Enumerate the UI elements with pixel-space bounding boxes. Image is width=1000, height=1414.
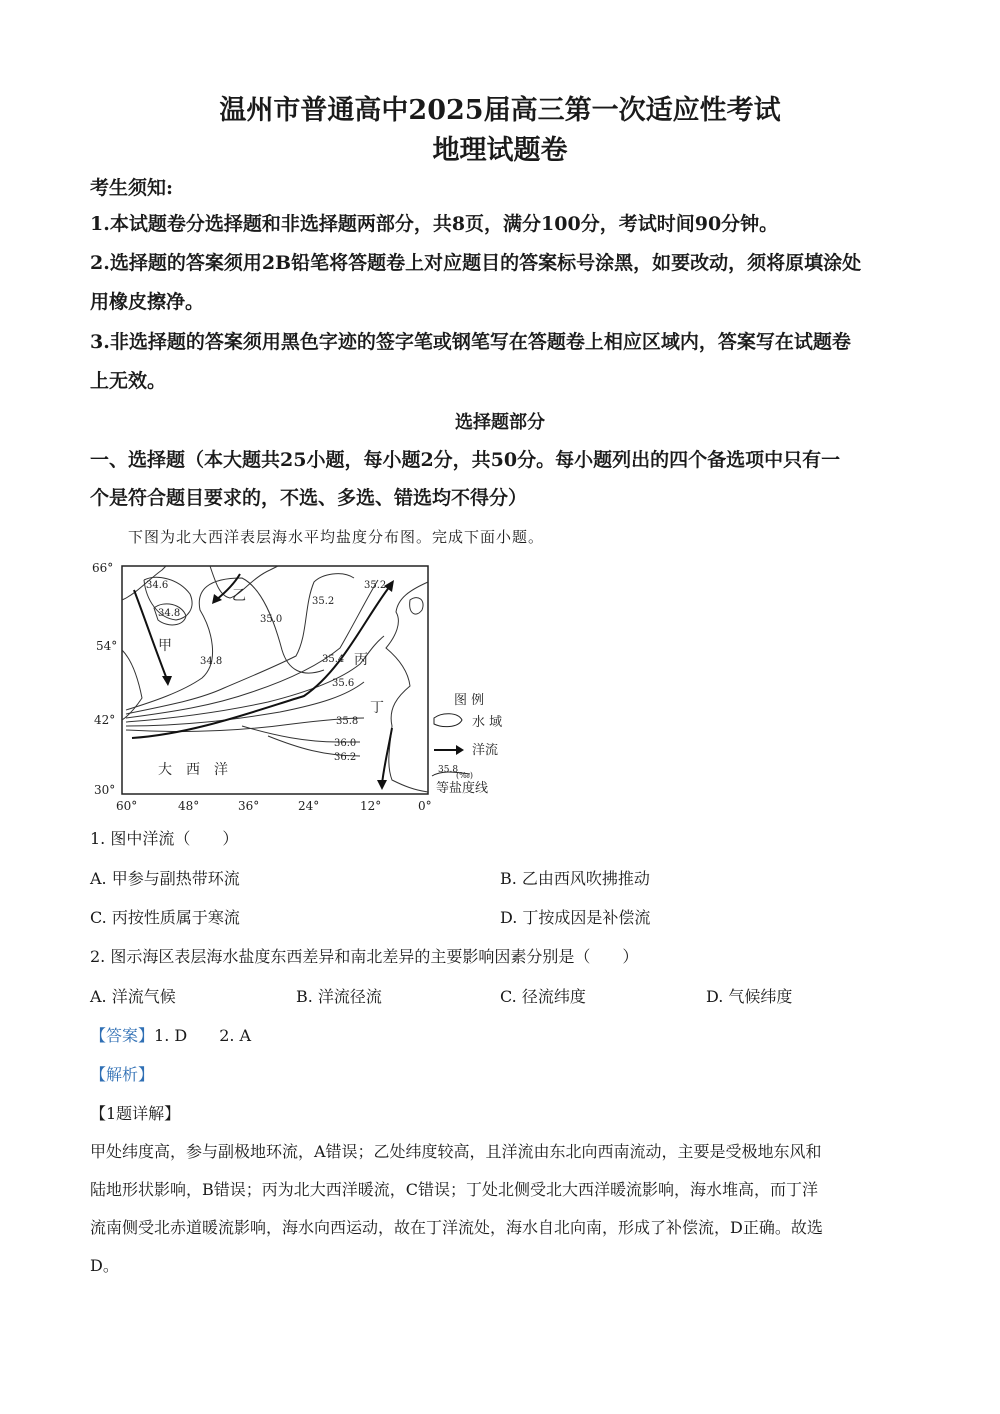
part1-instructions-line1: 一、选择题（本大题共25小题，每小题2分，共50分。每小题列出的四个备选项中只有一 [90, 449, 841, 471]
legend-line-value: 35.8 [438, 765, 459, 775]
coastline-labrador [122, 650, 142, 720]
explanation-line-4: D。 [90, 1256, 119, 1275]
isohaline-label: 35.0 [260, 614, 283, 625]
ocean-label: 大 西 洋 [158, 762, 228, 778]
lat-label: 42° [94, 713, 116, 727]
isohaline-label: 34.8 [200, 656, 223, 667]
lon-label: 24° [298, 799, 320, 813]
lat-label: 66° [92, 561, 114, 575]
question-2-stem: 2. 图示海区表层海水盐度东西差异和南北差异的主要影响因素分别是（ ） [90, 947, 639, 966]
coastline-europe-africa [386, 582, 428, 792]
answer-1: 1. D [154, 1026, 188, 1045]
legend-title: 图 例 [454, 693, 485, 708]
question-1-option-b: B. 乙由西风吹拂推动 [500, 869, 650, 888]
salinity-map [92, 560, 512, 820]
notice-heading: 考生须知: [90, 177, 174, 199]
question-2-option-b: B. 洋流径流 [296, 987, 382, 1006]
lon-label: 60° [116, 799, 138, 813]
isohaline-label: 35.2 [312, 596, 335, 607]
lat-label: 30° [94, 783, 116, 797]
question-2-option-c: C. 径流纬度 [500, 987, 586, 1006]
lat-label: 54° [96, 639, 118, 653]
isohaline-label: 34.6 [146, 580, 169, 591]
notice-item-3-line2: 上无效。 [90, 370, 167, 392]
explanation-line-1: 甲处纬度高，参与副极地环流，A错误；乙处纬度较高，且洋流由东北向西南流动，主要是受极地东风和 [90, 1142, 822, 1161]
analysis-tag: 【解析】 [90, 1065, 155, 1084]
legend-current-label: 洋流 [472, 743, 499, 758]
lon-label: 36° [238, 799, 260, 813]
subject-title: 地理试题卷 [432, 135, 568, 166]
current-mark: 丁 [370, 700, 384, 716]
lon-label: 12° [360, 799, 382, 813]
question-intro: 下图为北大西洋表层海水平均盐度分布图。完成下面小题。 [128, 528, 545, 546]
explanation-line-3: 流南侧受北赤道暖流影响，海水向西运动，故在丁洋流处，海水自北向南，形成了补偿流，D正确。故选 [90, 1218, 823, 1237]
question-1-option-c: C. 丙按性质属于寒流 [90, 908, 240, 927]
detail-tag: 【1题详解】 [90, 1104, 181, 1123]
isohaline-label: 34.8 [158, 608, 181, 619]
question-2-option-d: D. 气候纬度 [706, 987, 793, 1006]
isohaline-label: 35.6 [332, 678, 355, 689]
legend-water-label: 水 域 [472, 715, 503, 730]
arrowhead [377, 780, 387, 790]
coastline-britain [410, 598, 423, 614]
notice-item-2-line2: 用橡皮擦净。 [90, 291, 205, 313]
answer-tag: 【答案】 [90, 1026, 155, 1045]
isohaline-label: 35.8 [336, 716, 359, 727]
question-2-option-a: A. 洋流气候 [90, 987, 176, 1006]
explanation-line-2: 陆地形状影响，B错误；丙为北大西洋暖流，C错误；丁处北侧受北大西洋暖流影响，海水堆高，而丁洋 [90, 1180, 819, 1199]
notice-item-1: 1.本试题卷分选择题和非选择题两部分，共8页，满分100分，考试时间90分钟。 [90, 213, 779, 235]
notice-item-3-line1: 3.非选择题的答案须用黑色字迹的签字笔或钢笔写在答题卷上相应区域内，答案写在试题卷 [90, 331, 851, 353]
isohaline-label: 35.4 [322, 654, 345, 665]
isohaline-label: 36.0 [334, 738, 357, 749]
question-1-option-a: A. 甲参与副热带环流 [90, 869, 240, 888]
current-mark: 甲 [158, 638, 172, 654]
exam-title: 温州市普通高中2025届高三第一次适应性考试 [219, 95, 781, 126]
isohaline-label: 36.2 [334, 752, 357, 763]
isohaline [126, 578, 324, 710]
question-1-option-d: D. 丁按成因是补偿流 [500, 908, 651, 927]
arrowhead [456, 745, 464, 755]
isohaline-label: 35.2 [364, 580, 387, 591]
isohaline [126, 682, 364, 726]
legend-line-unit: (‰) [456, 771, 473, 780]
part1-instructions-line2: 个是符合题目要求的，不选、多选、错选均不得分） [90, 487, 528, 509]
section-title: 选择题部分 [455, 412, 545, 433]
arrowhead [162, 676, 172, 686]
current-mark: 丙 [354, 652, 368, 668]
notice-item-2-line1: 2.选择题的答案须用2B铅笔将答题卷上对应题目的答案标号涂黑，如要改动，须将原填涂处 [90, 252, 862, 274]
water-legend-symbol [434, 714, 462, 727]
lon-label: 0° [418, 799, 432, 813]
answer-2: 2. A [219, 1026, 252, 1045]
legend-line-label: 等盐度线 [436, 781, 489, 796]
answer-line [90, 1023, 251, 1046]
current-mark: 乙 [232, 588, 246, 604]
question-1-stem: 1. 图中洋流（ ） [90, 829, 239, 848]
lon-label: 48° [178, 799, 200, 813]
